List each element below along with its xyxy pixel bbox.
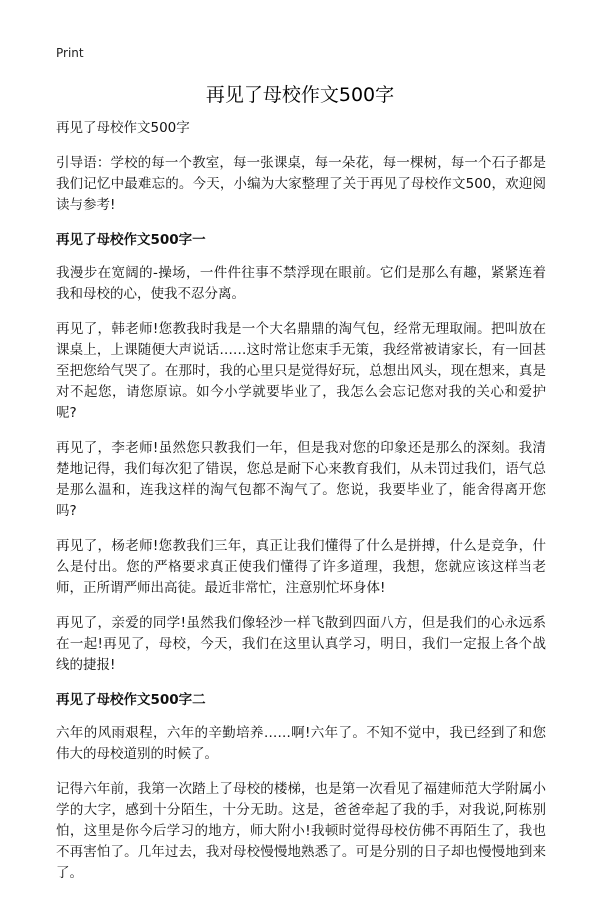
article-body [56, 118, 546, 898]
paragraph: 六年的风雨艰程，六年的辛勤培养……啊!六年了。不知不觉中，我已经到了和您伟大的母校道别的时候了。 [56, 725, 546, 762]
paragraph: 再见了，杨老师!您教我们三年，真正让我们懂得了什么是拼搏，什么是竞争，什么是付出。您的严格要求真正使我们懂得了许多道理，我想，您就应该这样当老师，正所谓严师出高徒。最近非常忙，注意别忙坏身体! [56, 538, 546, 596]
paragraph: 我漫步在宽阔的-操场，一件件往事不禁浮现在眼前。它们是那么有趣，紧紧连着我和母校的心，使我不忍分离。 [56, 265, 546, 302]
section-heading-2: 再见了母校作文500字二 [56, 692, 206, 708]
paragraph: 记得六年前，我第一次踏上了母校的楼梯，也是第一次看见了福建师范大学附属小学的大字，感到十分陌生，十分无助。这是，爸爸牵起了我的手，对我说,阿栋别怕，这里是你今后学习的地方，师大附小!我顿时觉得母校仿佛不再陌生了，我也不再害怕了。几年过去，我对母校慢慢地熟悉了。可是分别的日子却也慢慢地到来了。 [56, 781, 546, 881]
paragraph: 再见了，亲爱的同学!虽然我们像轻沙一样飞散到四面八方，但是我们的心永远系在一起!再见了，母校，今天，我们在这里认真学习，明日，我们一定报上各个战线的捷报! [56, 615, 546, 673]
page-title: 再见了母校作文500字 [205, 84, 395, 106]
paragraph: 再见了，韩老师!您教我时我是一个大名鼎鼎的淘气包，经常无理取闹。把叫放在课桌上，上课随便大声说话……这时常让您束手无策，我经常被请家长，有一回甚至把您给气哭了。在那时，我的心里只是觉得好玩，总想出风头，现在想来，真是对不起您，请您原谅。如今小学就要毕业了，我怎么会忘记您对我的关心和爱护呢? [56, 321, 546, 421]
intro-paragraph: 引导语：学校的每一个教室，每一张课桌，每一朵花，每一棵树，每一个石子都是我们记忆中最难忘的。今天，小编为大家整理了关于再见了母校作文500，欢迎阅读与参考! [56, 155, 546, 213]
section-heading-1: 再见了母校作文500字一 [56, 232, 206, 248]
article-subtitle: 再见了母校作文500字 [56, 120, 190, 136]
paragraph: 再见了，李老师!虽然您只教我们一年，但是我对您的印象还是那么的深刻。我清楚地记得，我们每次犯了错误，您总是耐下心来教育我们，从未罚过我们，语气总是那么温和，连我这样的淘气包都不淘气了。您说，我要毕业了，能舍得离开您吗? [56, 440, 546, 519]
print-link[interactable]: Print [56, 46, 84, 60]
